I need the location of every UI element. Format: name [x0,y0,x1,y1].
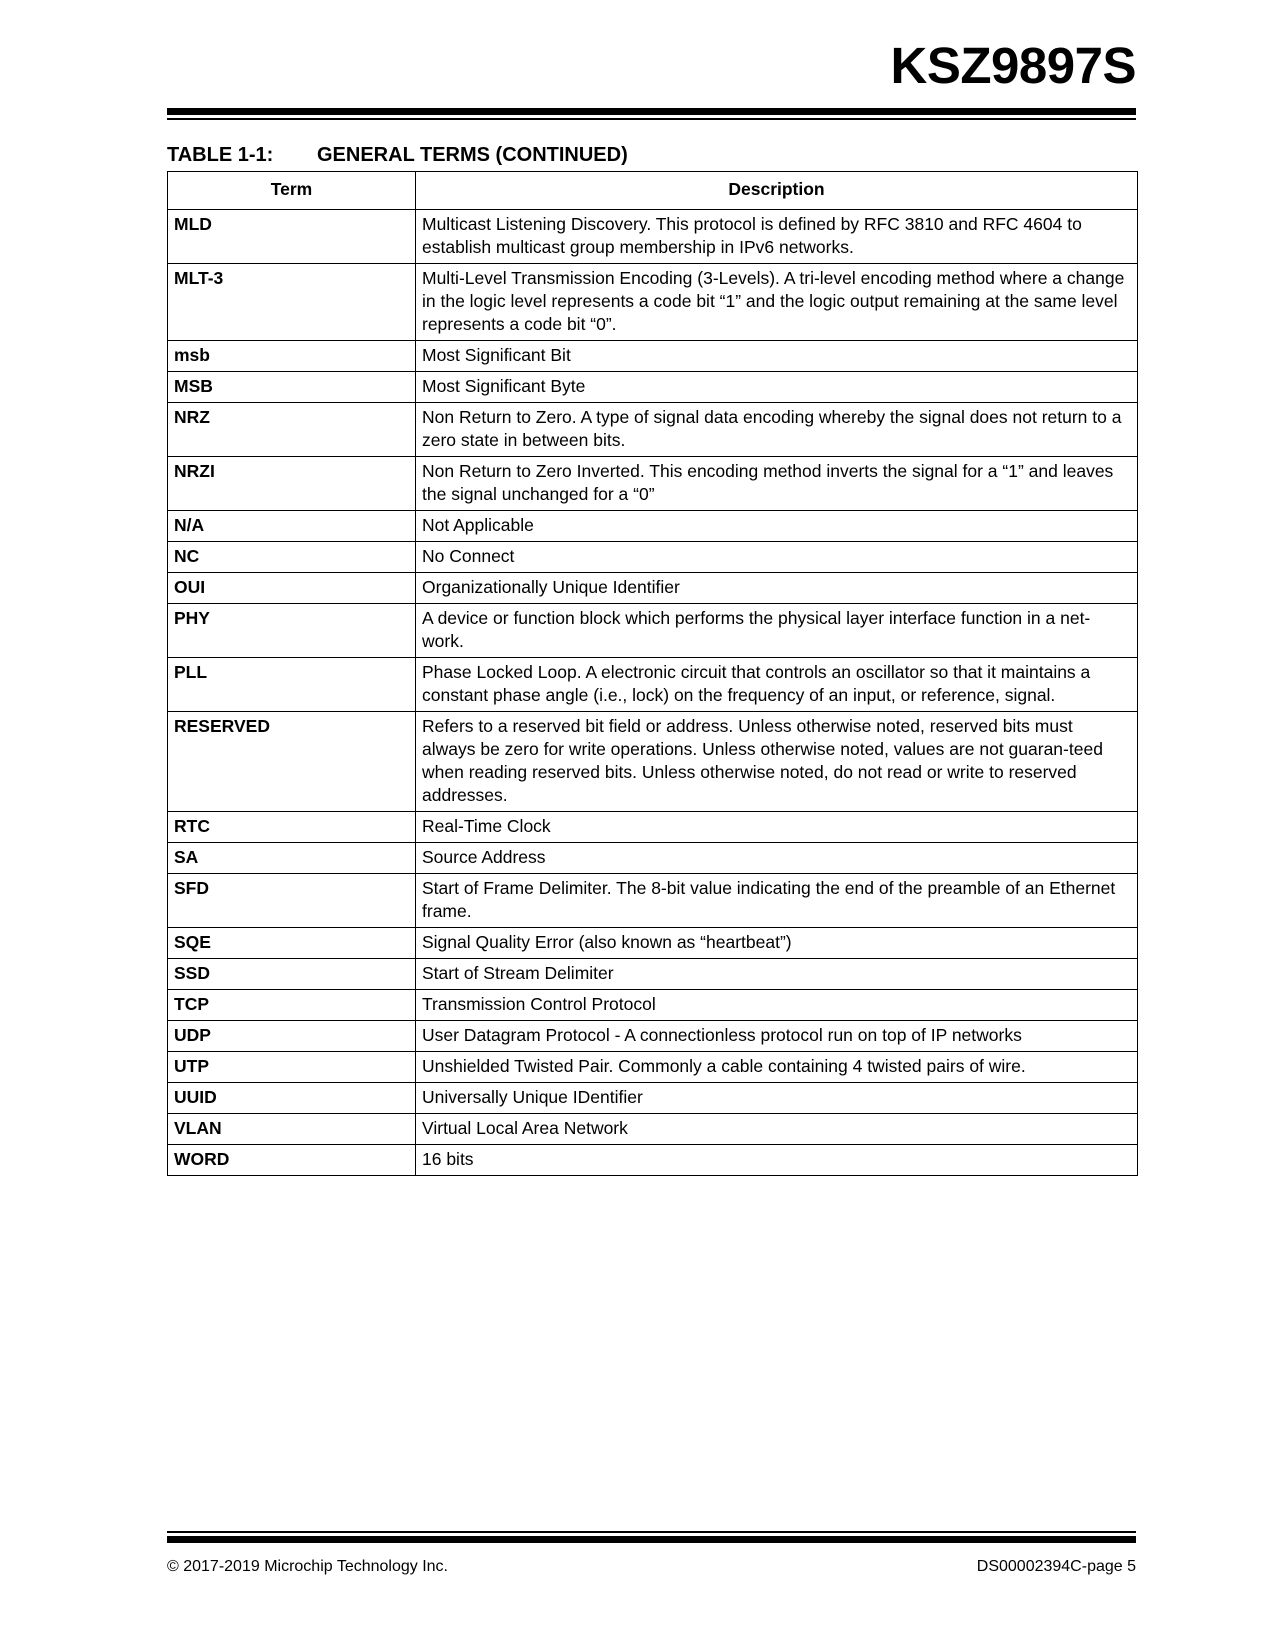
table-header-row [168,172,1138,210]
table-row [168,542,1138,573]
term-cell: SSD [168,959,416,990]
table-row [168,573,1138,604]
term-cell: SFD [168,874,416,928]
term-cell: UDP [168,1021,416,1052]
description-cell: Most Significant Byte [416,372,1138,403]
description-cell: Non Return to Zero. A type of signal data encoding whereby the signal does not return to a zero state in between bits. [416,403,1138,457]
table-caption-title: GENERAL TERMS (CONTINUED) [317,144,628,166]
description-cell: Most Significant Bit [416,341,1138,372]
term-cell: SQE [168,928,416,959]
table-row [168,658,1138,712]
description-cell: Transmission Control Protocol [416,990,1138,1021]
column-header-term: Term [168,172,416,210]
description-cell: Refers to a reserved bit field or address. Unless otherwise noted, reserved bits must always be zero for write operations. Unless otherwise noted, values are not guaran-teed when reading reserved bits. Unless otherwise noted, do not read or write to reserved addresses. [416,712,1138,812]
description-cell: Phase Locked Loop. A electronic circuit that controls an oscillator so that it maintains a constant phase angle (i.e., lock) on the frequency of an input, or reference, signal. [416,658,1138,712]
document-title: KSZ9897S [890,37,1136,94]
description-cell: Virtual Local Area Network [416,1114,1138,1145]
term-cell: NC [168,542,416,573]
table-row [168,928,1138,959]
description-cell: Unshielded Twisted Pair. Commonly a cable containing 4 twisted pairs of wire. [416,1052,1138,1083]
description-cell: Multi-Level Transmission Encoding (3-Levels). A tri-level encoding method where a change in the logic level represents a code bit “1” and the logic output remaining at the same level represents a code bit “0”. [416,264,1138,341]
term-cell: OUI [168,573,416,604]
description-cell: User Datagram Protocol - A connectionless protocol run on top of IP networks [416,1021,1138,1052]
table-row [168,990,1138,1021]
description-cell: 16 bits [416,1145,1138,1176]
description-cell: A device or function block which performs the physical layer interface function in a net-work. [416,604,1138,658]
term-cell: MSB [168,372,416,403]
table-row [168,812,1138,843]
table-row [168,1052,1138,1083]
term-cell: RESERVED [168,712,416,812]
term-cell: SA [168,843,416,874]
description-cell: No Connect [416,542,1138,573]
table-row [168,1145,1138,1176]
term-cell: PHY [168,604,416,658]
footer-page-ref: DS00002394C-page 5 [976,1558,1136,1575]
description-cell: Organizationally Unique Identifier [416,573,1138,604]
table-caption [167,144,628,166]
term-cell: NRZ [168,403,416,457]
description-cell: Start of Frame Delimiter. The 8-bit value indicating the end of the preamble of an Ethernet frame. [416,874,1138,928]
description-cell: Multicast Listening Discovery. This protocol is defined by RFC 3810 and RFC 4604 to establish multicast group membership in IPv6 networks. [416,210,1138,264]
table-row [168,712,1138,812]
description-cell: Universally Unique IDentifier [416,1083,1138,1114]
table-row [168,843,1138,874]
table-caption-number: TABLE 1-1: [167,144,274,166]
term-cell: RTC [168,812,416,843]
table-row [168,372,1138,403]
term-cell: N/A [168,511,416,542]
table-row [168,1114,1138,1145]
term-cell: TCP [168,990,416,1021]
header-rule-thin [167,118,1136,120]
term-cell: UUID [168,1083,416,1114]
table-row [168,341,1138,372]
footer-rule-thick [167,1536,1136,1543]
footer-rule-thin [167,1531,1136,1533]
term-cell: NRZI [168,457,416,511]
description-cell: Non Return to Zero Inverted. This encoding method inverts the signal for a “1” and leaves the signal unchanged for a “0” [416,457,1138,511]
term-cell: VLAN [168,1114,416,1145]
general-terms-table [167,171,1138,1176]
table-row [168,264,1138,341]
table-row [168,511,1138,542]
term-cell: PLL [168,658,416,712]
table-row [168,457,1138,511]
table-body [168,210,1138,1176]
term-cell: MLD [168,210,416,264]
table-row [168,874,1138,928]
table-row [168,1083,1138,1114]
table-row [168,959,1138,990]
description-cell: Source Address [416,843,1138,874]
table-row [168,1021,1138,1052]
table-row [168,210,1138,264]
description-cell: Not Applicable [416,511,1138,542]
description-cell: Start of Stream Delimiter [416,959,1138,990]
term-cell: WORD [168,1145,416,1176]
table-row [168,403,1138,457]
term-cell: msb [168,341,416,372]
term-cell: UTP [168,1052,416,1083]
header-rule-thick [167,108,1136,115]
description-cell: Signal Quality Error (also known as “heartbeat”) [416,928,1138,959]
table-row [168,604,1138,658]
description-cell: Real-Time Clock [416,812,1138,843]
column-header-description: Description [416,172,1138,210]
term-cell: MLT-3 [168,264,416,341]
footer-copyright: © 2017-2019 Microchip Technology Inc. [167,1558,448,1575]
